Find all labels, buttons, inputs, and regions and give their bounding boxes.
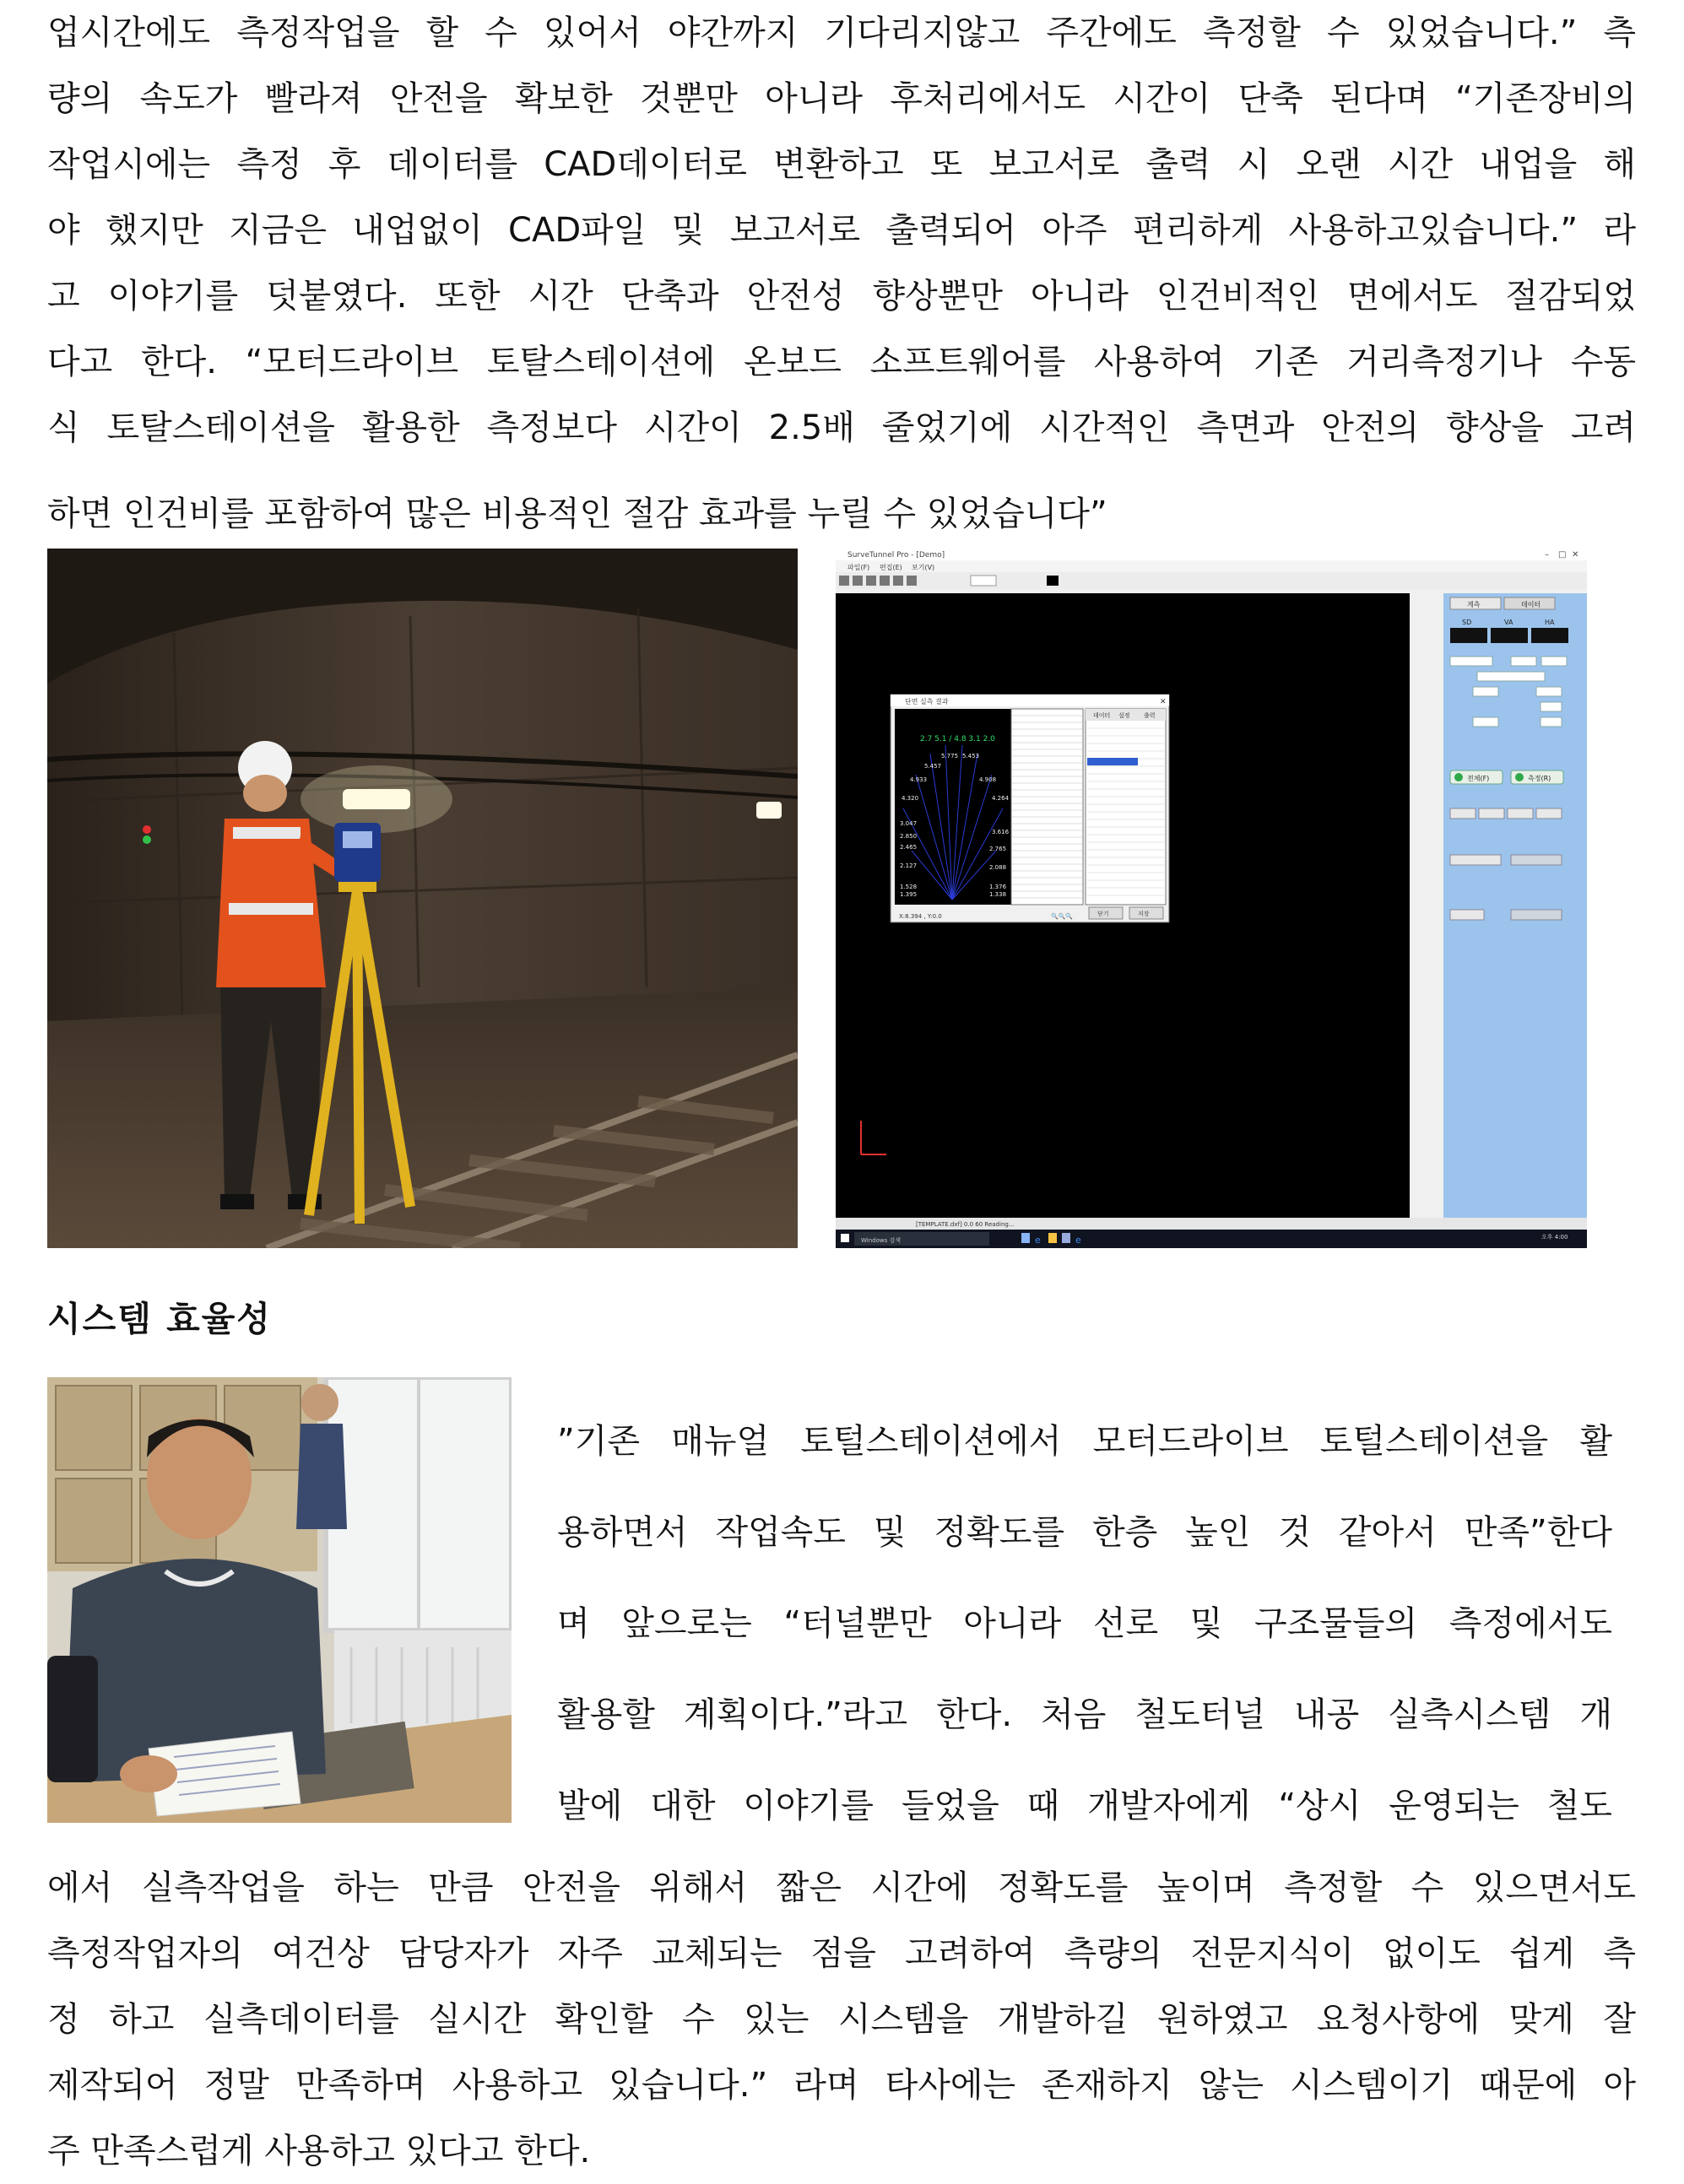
start-icon <box>1454 773 1463 781</box>
plot-value-label: 2.765 <box>989 846 1007 852</box>
text-line: 다고 한다. “모터드라이브 토탈스테이션에 온보드 소프트웨어를 사용하여 기존 거리측정기나 수동 <box>47 343 1636 381</box>
plot-value-label: 2.127 <box>900 862 918 869</box>
interviewee-photo <box>47 1377 512 1823</box>
svg-text:e: e <box>1075 1235 1081 1246</box>
plot-value-label: 1.338 <box>989 891 1007 898</box>
va-label: VA <box>1504 619 1513 626</box>
window-title: SurveTunnel Pro - [Demo] <box>847 551 945 560</box>
minimize-icon[interactable]: – <box>1545 550 1549 560</box>
text-line: ”기존 매뉴얼 토털스테이션에서 모터드라이브 토털스테이션을 활 <box>557 1422 1612 1461</box>
taskbar-clock: 오후 4:00 <box>1541 1234 1568 1241</box>
plot-value-label: 5.453 <box>962 753 980 760</box>
measure-panel <box>1443 593 1587 1218</box>
text-line: 제작되어 정말 만족하며 사용하고 있습니다.” 라며 타사에는 존재하지 않는 시스템이기 때문에 아 <box>47 2066 1636 2105</box>
search-icon[interactable]: 🔍🔍🔍 <box>1051 913 1074 920</box>
text-line: 활용할 계획이다.”라고 한다. 처음 철도터널 내공 실측시스템 개 <box>557 1695 1612 1734</box>
text-line: 야 했지만 지금은 내업없이 CAD파일 및 보고서로 출력되어 아주 편리하게 사용하고있습니다.” 라 <box>47 211 1636 250</box>
dialog-title: 단면 실측 결과 <box>905 698 949 705</box>
browser-icon[interactable]: e <box>1035 1235 1041 1246</box>
all-button[interactable]: 전체(F) <box>1467 775 1490 782</box>
measure-button[interactable]: 측정(R) <box>1528 775 1551 782</box>
software-screenshot-photo <box>836 547 1587 1248</box>
plot-value-label: 1.376 <box>989 884 1007 890</box>
plot-value-label: 4.264 <box>992 795 1010 802</box>
text-line: 량의 속도가 빨라져 안전을 확보한 것뿐만 아니라 후처리에서도 시간이 단축 된다며 “기존장비의 <box>47 79 1636 118</box>
text-line: 에서 실측작업을 하는 만큼 안전을 위해서 짧은 시간에 정확도를 높이며 측정할 수 있으면서도 <box>47 1868 1636 1907</box>
plot-value-label: 3.616 <box>992 829 1010 835</box>
side-paragraph <box>557 1396 1612 1852</box>
plot-value-label: 1.528 <box>900 884 918 890</box>
menu-item[interactable]: 편집(E) <box>880 564 902 571</box>
text-line: 용하면서 작업속도 및 정확도를 한층 높인 것 같아서 만족”한다 <box>557 1513 1612 1552</box>
text-line: 하면 인건비를 포함하여 많은 비용적인 절감 효과를 누릴 수 있었습니다” <box>47 495 1107 533</box>
text-line: 고 이야기를 덧붙였다. 또한 시간 단축과 안전성 향상뿐만 아니라 인건비적인 면에서도 절감되었 <box>47 277 1636 316</box>
plot-value-label: 4.933 <box>910 776 928 783</box>
intro-paragraph <box>47 0 1636 461</box>
intro-last-line <box>47 481 1636 547</box>
taskbar-search[interactable]: Windows 검색 <box>861 1237 901 1244</box>
text-line: 발에 대한 이야기를 들었을 때 개발자에게 “상시 운영되는 철도 <box>557 1787 1612 1825</box>
text-line: 식 토탈스테이션을 활용한 측정보다 시간이 2.5배 줄었기에 시간적인 측면과 안전의 향상을 고려 <box>47 408 1636 447</box>
text-line: 업시간에도 측정작업을 할 수 있어서 야간까지 기다리지않고 주간에도 측정할 수 있었습니다.” 측 <box>47 14 1636 52</box>
plot-value-label: 2.850 <box>900 833 918 840</box>
dialog-tab[interactable]: 데이터 <box>1093 712 1111 719</box>
dialog-tab[interactable]: 설정 <box>1118 712 1130 719</box>
close-icon[interactable]: ✕ <box>1160 698 1167 706</box>
plot-value-label: 1.395 <box>900 891 918 898</box>
plot-value-label: 5.457 <box>924 763 942 770</box>
folder-icon[interactable] <box>1021 1233 1030 1243</box>
plot-value-label: 3.047 <box>900 820 918 827</box>
text-line: 작업시에는 측정 후 데이터를 CAD데이터로 변환하고 또 보고서로 출력 시 오랜 시간 내업을 해 <box>47 145 1636 184</box>
ha-label: HA <box>1545 619 1555 626</box>
tab-measure[interactable]: 계측 <box>1467 601 1481 608</box>
text-line: 주 만족스럽게 사용하고 있다고 한다. <box>47 2132 591 2170</box>
dialog-tab[interactable]: 출력 <box>1144 712 1156 719</box>
text-line: 며 앞으로는 “터널뿐만 아니라 선로 및 구조물들의 측정에서도 <box>557 1604 1612 1643</box>
menu-item[interactable]: 파일(F) <box>847 564 870 571</box>
plot-value-label: 5.775 <box>941 753 959 760</box>
close-button[interactable]: 닫기 <box>1097 911 1109 917</box>
menu-item[interactable]: 보기(V) <box>912 564 935 571</box>
result-dialog <box>891 695 1169 922</box>
text-line: 측정작업자의 여건상 담당자가 자주 교체되는 점을 고려하여 측량의 전문지식이 없이도 쉽게 측 <box>47 1934 1636 1973</box>
windows-start-icon[interactable] <box>841 1234 849 1242</box>
maximize-icon[interactable]: □ <box>1558 550 1567 560</box>
tunnel-survey-photo <box>47 549 798 1248</box>
status-text: [TEMPLATE.dxf] 0.0 60 Reading... <box>916 1221 1015 1228</box>
tab-data[interactable]: 데이터 <box>1521 601 1541 608</box>
plot-value-label: 2.088 <box>989 864 1007 871</box>
plot-value-label: 4.320 <box>902 795 919 802</box>
svg-text:X:8.394 , Y:0.0: X:8.394 , Y:0.0 <box>899 913 942 920</box>
save-button[interactable]: 저장 <box>1138 911 1150 917</box>
plot-value-label: 4.908 <box>979 776 997 783</box>
text-line: 정 하고 실측데이터를 실시간 확인할 수 있는 시스템을 개발하길 원하였고 요청사항에 맞게 잘 <box>47 2000 1636 2039</box>
sd-label: SD <box>1462 619 1472 626</box>
plot-value-label: 2.465 <box>900 844 918 851</box>
close-icon[interactable]: ✕ <box>1572 550 1579 560</box>
closing-paragraph <box>47 1855 1636 2184</box>
section-heading: 시스템 효율성 <box>47 1299 272 1339</box>
svg-text:2.7 5.1 / 4.8 3.1 2.0: 2.7 5.1 / 4.8 3.1 2.0 <box>920 735 995 743</box>
